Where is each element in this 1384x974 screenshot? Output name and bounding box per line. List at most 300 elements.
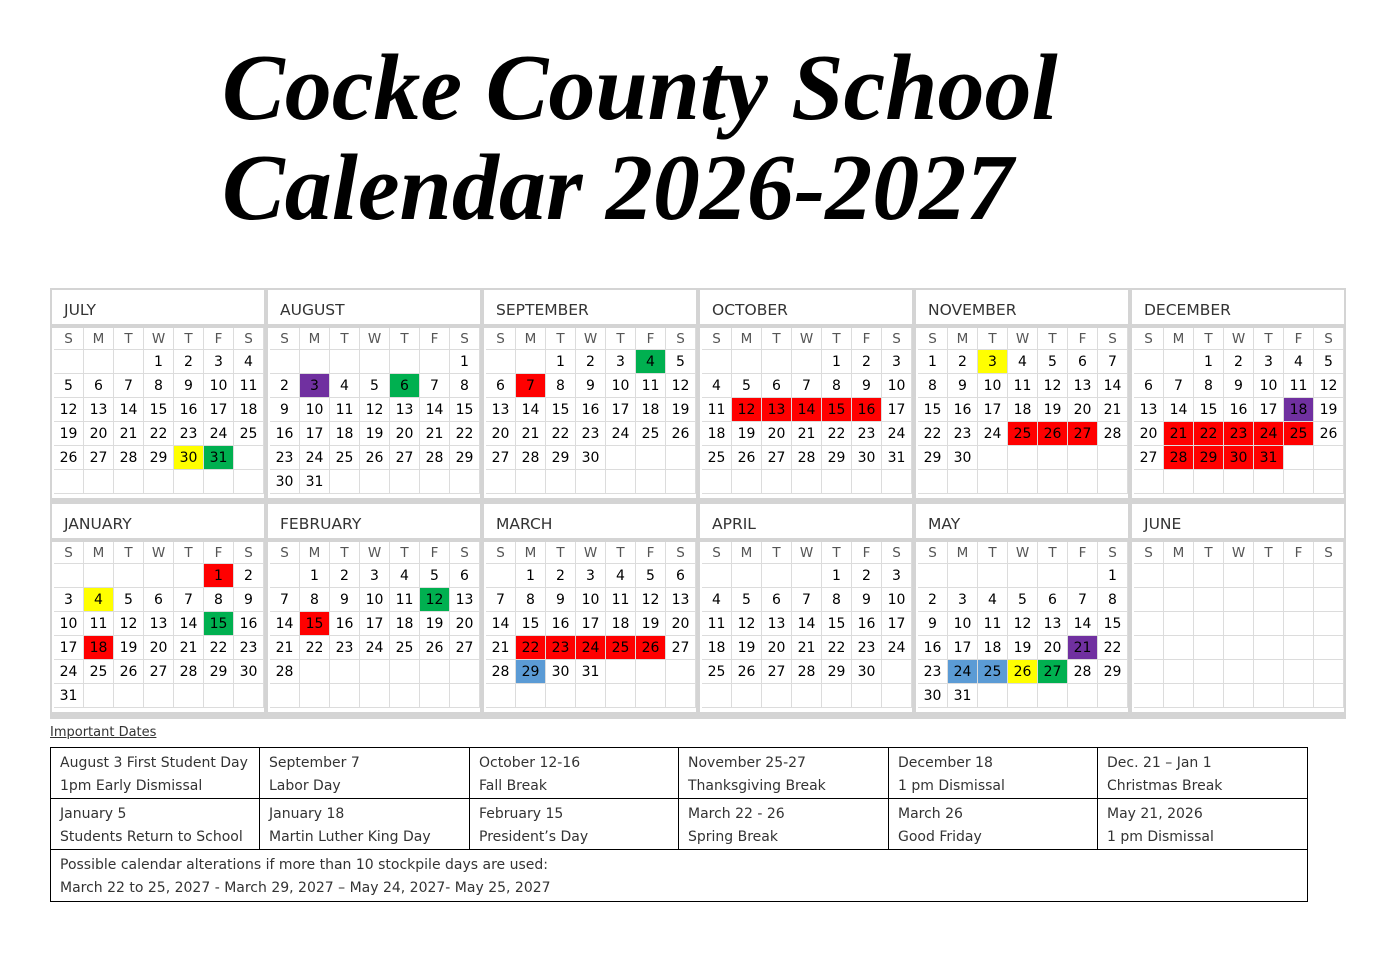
day-cell: 15 <box>822 612 852 636</box>
empty-day-cell <box>1314 470 1344 494</box>
empty-day-cell <box>234 684 264 708</box>
empty-day-cell <box>1224 684 1254 708</box>
day-cell: 3 <box>882 350 912 374</box>
day-cell: 10 <box>882 588 912 612</box>
day-cell-highlighted: 29 <box>516 660 546 684</box>
day-cell: 11 <box>702 398 732 422</box>
important-date-entry <box>51 799 260 850</box>
day-cell-highlighted: 18 <box>84 636 114 660</box>
day-cell: 2 <box>1224 350 1254 374</box>
day-cell: 4 <box>606 564 636 588</box>
empty-day-cell <box>1314 564 1344 588</box>
important-date-entry <box>51 748 260 799</box>
day-cell: 28 <box>270 660 300 684</box>
empty-day-cell <box>390 470 420 494</box>
empty-day-cell <box>852 470 882 494</box>
weekday-header: S <box>234 542 264 564</box>
empty-day-cell <box>1194 588 1224 612</box>
empty-day-cell <box>1008 446 1038 470</box>
weekday-header: W <box>360 542 390 564</box>
day-cell: 26 <box>54 446 84 470</box>
day-cell: 2 <box>234 564 264 588</box>
day-cell: 28 <box>792 446 822 470</box>
day-cell: 18 <box>330 422 360 446</box>
empty-day-cell <box>330 470 360 494</box>
important-date: November 25-27 <box>688 755 806 771</box>
empty-day-cell <box>420 350 450 374</box>
day-cell: 27 <box>390 446 420 470</box>
day-cell: 11 <box>636 374 666 398</box>
month-name: SEPTEMBER <box>484 290 696 328</box>
empty-day-cell <box>762 350 792 374</box>
day-cell: 30 <box>270 470 300 494</box>
weekday-header: T <box>1254 542 1284 564</box>
day-cell: 28 <box>174 660 204 684</box>
month-name: MAY <box>916 504 1128 542</box>
day-cell: 3 <box>948 588 978 612</box>
day-cell: 16 <box>1224 398 1254 422</box>
day-cell: 18 <box>636 398 666 422</box>
month-name: DECEMBER <box>1132 290 1344 328</box>
month-name: OCTOBER <box>700 290 912 328</box>
empty-day-cell <box>948 470 978 494</box>
day-cell: 11 <box>330 398 360 422</box>
day-cell-highlighted: 30 <box>174 446 204 470</box>
day-cell: 14 <box>486 612 516 636</box>
empty-day-cell <box>1038 446 1068 470</box>
empty-day-cell <box>1194 636 1224 660</box>
empty-day-cell <box>1164 564 1194 588</box>
empty-day-cell <box>1224 470 1254 494</box>
day-cell-highlighted: 12 <box>420 588 450 612</box>
day-cell: 7 <box>270 588 300 612</box>
day-cell: 24 <box>882 636 912 660</box>
empty-day-cell <box>636 446 666 470</box>
day-cell: 1 <box>1194 350 1224 374</box>
day-cell: 24 <box>300 446 330 470</box>
day-cell-highlighted: 25 <box>1008 422 1038 446</box>
empty-day-cell <box>792 564 822 588</box>
day-cell: 22 <box>204 636 234 660</box>
day-cell: 13 <box>144 612 174 636</box>
day-cell: 22 <box>450 422 480 446</box>
day-cell: 22 <box>300 636 330 660</box>
day-cell: 9 <box>948 374 978 398</box>
weekday-header: S <box>918 542 948 564</box>
empty-day-cell <box>84 470 114 494</box>
day-cell: 31 <box>948 684 978 708</box>
day-cell: 19 <box>732 422 762 446</box>
day-cell: 12 <box>666 374 696 398</box>
weekday-header: T <box>762 328 792 350</box>
important-date-entry <box>889 799 1098 850</box>
day-cell: 24 <box>978 422 1008 446</box>
day-cell: 12 <box>54 398 84 422</box>
empty-day-cell <box>84 350 114 374</box>
month-name: JANUARY <box>52 504 264 542</box>
day-cell: 6 <box>762 588 792 612</box>
month-april <box>700 504 912 712</box>
important-date-description: Martin Luther King Day <box>269 829 431 845</box>
important-date-entry <box>889 748 1098 799</box>
empty-day-cell <box>1038 470 1068 494</box>
empty-day-cell <box>1254 612 1284 636</box>
empty-day-cell <box>702 684 732 708</box>
empty-day-cell <box>1194 612 1224 636</box>
day-cell: 5 <box>360 374 390 398</box>
empty-day-cell <box>606 446 636 470</box>
day-cell: 8 <box>450 374 480 398</box>
important-date-description: 1 pm Dismissal <box>1107 829 1214 845</box>
empty-day-cell <box>234 470 264 494</box>
empty-day-cell <box>1224 588 1254 612</box>
empty-day-cell <box>1284 636 1314 660</box>
day-cell: 20 <box>666 612 696 636</box>
empty-day-cell <box>978 470 1008 494</box>
day-cell: 10 <box>360 588 390 612</box>
day-cell: 16 <box>270 422 300 446</box>
empty-day-cell <box>732 470 762 494</box>
day-cell: 3 <box>606 350 636 374</box>
day-cell: 9 <box>234 588 264 612</box>
day-cell-highlighted: 25 <box>1284 422 1314 446</box>
day-cell: 13 <box>666 588 696 612</box>
day-cell: 31 <box>882 446 912 470</box>
day-cell: 12 <box>636 588 666 612</box>
day-cell: 14 <box>420 398 450 422</box>
important-date: September 7 <box>269 755 360 771</box>
weekday-header: W <box>576 328 606 350</box>
weekday-header: T <box>174 542 204 564</box>
day-cell: 13 <box>762 612 792 636</box>
month-may <box>916 504 1128 712</box>
empty-day-cell <box>1164 350 1194 374</box>
empty-day-cell <box>1254 564 1284 588</box>
important-date-description: Christmas Break <box>1107 778 1223 794</box>
day-cell-highlighted: 1 <box>204 564 234 588</box>
empty-day-cell <box>300 660 330 684</box>
day-cell: 23 <box>270 446 300 470</box>
important-date-description: Good Friday <box>898 829 982 845</box>
day-cell: 5 <box>1314 350 1344 374</box>
empty-day-cell <box>1254 684 1284 708</box>
empty-day-cell <box>978 564 1008 588</box>
day-cell: 6 <box>450 564 480 588</box>
day-cell: 8 <box>1098 588 1128 612</box>
day-cell: 8 <box>918 374 948 398</box>
weekday-header: T <box>330 328 360 350</box>
day-cell-highlighted: 15 <box>300 612 330 636</box>
empty-day-cell <box>1134 470 1164 494</box>
empty-day-cell <box>450 660 480 684</box>
day-cell: 27 <box>144 660 174 684</box>
empty-day-cell <box>1098 446 1128 470</box>
month-name: JUNE <box>1132 504 1344 542</box>
empty-day-cell <box>1284 612 1314 636</box>
empty-day-cell <box>1314 660 1344 684</box>
title-line-2: Calendar 2026-2027 <box>222 136 1014 240</box>
empty-day-cell <box>1194 470 1224 494</box>
day-cell: 30 <box>918 684 948 708</box>
day-cell: 7 <box>174 588 204 612</box>
important-date-description: Students Return to School <box>60 829 243 845</box>
day-cell: 21 <box>1098 398 1128 422</box>
alterations-line-1: Possible calendar alterations if more than 10 stockpile days are used: <box>60 857 548 873</box>
day-cell: 25 <box>702 446 732 470</box>
day-cell: 17 <box>948 636 978 660</box>
day-cell: 31 <box>54 684 84 708</box>
day-cell: 17 <box>360 612 390 636</box>
day-cell: 11 <box>1284 374 1314 398</box>
day-cell: 7 <box>486 588 516 612</box>
day-cell: 23 <box>234 636 264 660</box>
day-cell: 25 <box>636 422 666 446</box>
day-cell: 29 <box>822 446 852 470</box>
weekday-header: T <box>978 542 1008 564</box>
important-dates-table <box>50 747 1308 902</box>
empty-day-cell <box>1284 446 1314 470</box>
day-cell: 14 <box>270 612 300 636</box>
day-cell: 31 <box>576 660 606 684</box>
weekday-header: W <box>144 542 174 564</box>
day-cell: 9 <box>330 588 360 612</box>
empty-day-cell <box>1314 588 1344 612</box>
empty-day-cell <box>204 684 234 708</box>
day-cell: 7 <box>1068 588 1098 612</box>
empty-day-cell <box>948 564 978 588</box>
empty-day-cell <box>516 684 546 708</box>
day-cell-highlighted: 12 <box>732 398 762 422</box>
weekday-header: F <box>852 542 882 564</box>
day-cell: 11 <box>234 374 264 398</box>
weekday-header: F <box>1068 328 1098 350</box>
calendar-grid <box>50 288 1346 719</box>
month-november <box>916 290 1128 498</box>
weekday-header: T <box>390 542 420 564</box>
weekday-header: M <box>300 328 330 350</box>
weekday-header: M <box>84 542 114 564</box>
empty-day-cell <box>702 564 732 588</box>
empty-day-cell <box>486 350 516 374</box>
empty-day-cell <box>1224 660 1254 684</box>
day-cell: 2 <box>174 350 204 374</box>
weekday-header: T <box>114 328 144 350</box>
important-date: August 3 First Student Day <box>60 755 248 771</box>
day-cell: 10 <box>54 612 84 636</box>
month-october <box>700 290 912 498</box>
empty-day-cell <box>732 564 762 588</box>
empty-day-cell <box>606 470 636 494</box>
day-cell-highlighted: 3 <box>300 374 330 398</box>
empty-day-cell <box>702 470 732 494</box>
day-cell-highlighted: 31 <box>204 446 234 470</box>
weekday-header: F <box>1284 328 1314 350</box>
day-cell-highlighted: 31 <box>1254 446 1284 470</box>
empty-day-cell <box>762 564 792 588</box>
day-cell: 9 <box>918 612 948 636</box>
day-cell: 3 <box>360 564 390 588</box>
day-cell: 21 <box>486 636 516 660</box>
weekday-header: F <box>204 328 234 350</box>
empty-day-cell <box>486 564 516 588</box>
day-cell: 17 <box>204 398 234 422</box>
empty-day-cell <box>1068 684 1098 708</box>
day-cell: 15 <box>1194 398 1224 422</box>
day-cell: 15 <box>918 398 948 422</box>
empty-day-cell <box>1098 470 1128 494</box>
day-cell: 20 <box>390 422 420 446</box>
day-cell: 9 <box>576 374 606 398</box>
day-cell-highlighted: 7 <box>516 374 546 398</box>
day-cell-highlighted: 26 <box>1038 422 1068 446</box>
day-cell: 19 <box>360 422 390 446</box>
day-cell: 2 <box>948 350 978 374</box>
day-cell: 13 <box>390 398 420 422</box>
important-date: January 5 <box>60 806 127 822</box>
day-cell: 10 <box>606 374 636 398</box>
weekday-header: T <box>822 542 852 564</box>
day-cell: 21 <box>270 636 300 660</box>
day-cell: 7 <box>114 374 144 398</box>
empty-day-cell <box>390 350 420 374</box>
day-cell: 21 <box>114 422 144 446</box>
day-cell-highlighted: 21 <box>1068 636 1098 660</box>
important-date: January 18 <box>269 806 345 822</box>
day-cell: 1 <box>450 350 480 374</box>
day-cell: 6 <box>1038 588 1068 612</box>
day-cell: 8 <box>144 374 174 398</box>
weekday-header: F <box>1284 542 1314 564</box>
weekday-header: M <box>516 542 546 564</box>
day-cell: 13 <box>486 398 516 422</box>
empty-day-cell <box>1284 588 1314 612</box>
day-cell: 23 <box>948 422 978 446</box>
empty-day-cell <box>1164 636 1194 660</box>
day-cell: 14 <box>1068 612 1098 636</box>
month-january <box>52 504 264 712</box>
important-date-entry <box>470 799 679 850</box>
empty-day-cell <box>1224 612 1254 636</box>
empty-day-cell <box>174 684 204 708</box>
weekday-header: S <box>882 328 912 350</box>
empty-day-cell <box>1164 588 1194 612</box>
important-date-entry <box>260 799 470 850</box>
weekday-header: F <box>1068 542 1098 564</box>
day-cell: 25 <box>390 636 420 660</box>
empty-day-cell <box>1194 564 1224 588</box>
day-cell: 26 <box>360 446 390 470</box>
empty-day-cell <box>1134 660 1164 684</box>
day-cell-highlighted: 23 <box>1224 422 1254 446</box>
important-date: December 18 <box>898 755 993 771</box>
day-cell: 23 <box>852 422 882 446</box>
empty-day-cell <box>54 470 84 494</box>
empty-day-cell <box>420 684 450 708</box>
day-cell: 17 <box>1254 398 1284 422</box>
important-date: March 26 <box>898 806 963 822</box>
weekday-header: S <box>54 542 84 564</box>
day-cell: 3 <box>54 588 84 612</box>
important-date-description: Fall Break <box>479 778 547 794</box>
weekday-header: S <box>666 542 696 564</box>
empty-day-cell <box>882 470 912 494</box>
day-cell: 5 <box>666 350 696 374</box>
day-cell-highlighted: 21 <box>1164 422 1194 446</box>
day-cell: 12 <box>1314 374 1344 398</box>
day-cell: 25 <box>234 422 264 446</box>
weekday-header: S <box>450 328 480 350</box>
empty-day-cell <box>330 684 360 708</box>
day-cell: 19 <box>732 636 762 660</box>
empty-day-cell <box>1008 470 1038 494</box>
day-cell: 18 <box>702 422 732 446</box>
day-cell: 1 <box>822 350 852 374</box>
important-date: May 21, 2026 <box>1107 806 1203 822</box>
day-cell: 13 <box>1038 612 1068 636</box>
empty-day-cell <box>1164 684 1194 708</box>
day-cell: 28 <box>516 446 546 470</box>
day-cell: 7 <box>792 374 822 398</box>
day-cell: 22 <box>822 636 852 660</box>
day-cell: 9 <box>1224 374 1254 398</box>
day-cell: 21 <box>420 422 450 446</box>
day-cell: 9 <box>852 588 882 612</box>
month-name: AUGUST <box>268 290 480 328</box>
empty-day-cell <box>420 660 450 684</box>
weekday-header: M <box>300 542 330 564</box>
day-cell-highlighted: 4 <box>84 588 114 612</box>
day-cell: 16 <box>852 612 882 636</box>
weekday-header: W <box>792 328 822 350</box>
weekday-header: S <box>666 328 696 350</box>
weekday-header: M <box>732 542 762 564</box>
day-cell: 24 <box>54 660 84 684</box>
day-cell-highlighted: 27 <box>1068 422 1098 446</box>
day-cell: 17 <box>882 398 912 422</box>
day-cell: 5 <box>420 564 450 588</box>
day-cell: 24 <box>204 422 234 446</box>
important-date-entry <box>1098 799 1307 850</box>
weekday-header: M <box>84 328 114 350</box>
weekday-header: T <box>606 328 636 350</box>
day-cell: 26 <box>666 422 696 446</box>
empty-day-cell <box>144 470 174 494</box>
weekday-header: S <box>1098 542 1128 564</box>
important-date-entry <box>470 748 679 799</box>
important-date-entry <box>260 748 470 799</box>
day-cell: 1 <box>918 350 948 374</box>
empty-day-cell <box>1038 684 1068 708</box>
empty-day-cell <box>1068 470 1098 494</box>
day-cell: 15 <box>546 398 576 422</box>
day-cell: 23 <box>330 636 360 660</box>
day-cell: 1 <box>300 564 330 588</box>
day-cell: 1 <box>822 564 852 588</box>
day-cell: 29 <box>204 660 234 684</box>
day-cell-highlighted: 3 <box>978 350 1008 374</box>
empty-day-cell <box>300 684 330 708</box>
day-cell-highlighted: 26 <box>636 636 666 660</box>
day-cell: 23 <box>576 422 606 446</box>
empty-day-cell <box>114 470 144 494</box>
day-cell: 28 <box>1068 660 1098 684</box>
day-cell: 16 <box>576 398 606 422</box>
weekday-header: T <box>762 542 792 564</box>
empty-day-cell <box>54 564 84 588</box>
empty-day-cell <box>1134 588 1164 612</box>
weekday-header: M <box>1164 542 1194 564</box>
day-cell: 13 <box>1068 374 1098 398</box>
